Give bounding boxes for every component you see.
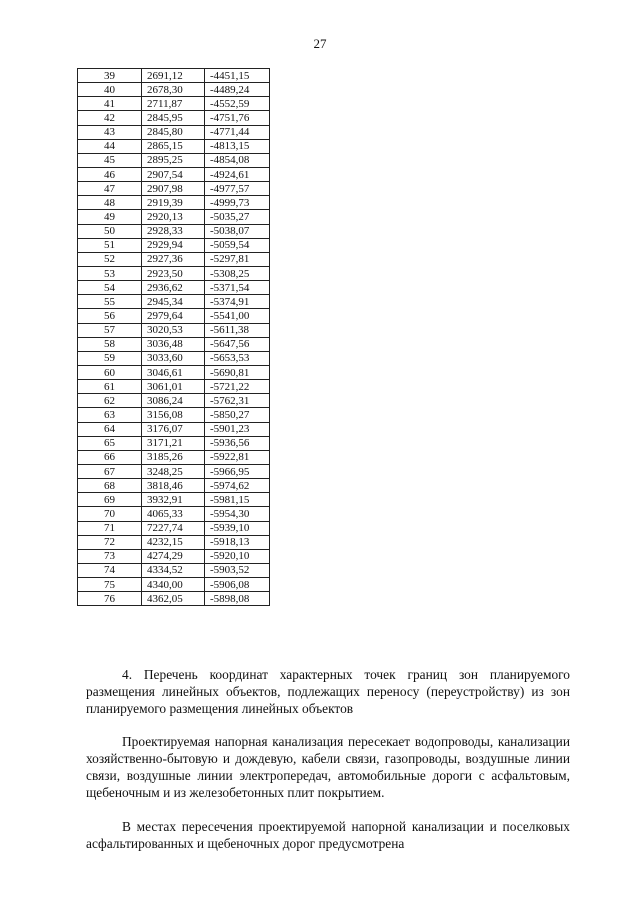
table-row (78, 252, 270, 266)
point-number-cell: 53 (78, 266, 142, 280)
point-number-cell: 57 (78, 323, 142, 337)
point-number-cell: 43 (78, 125, 142, 139)
table-row (78, 493, 270, 507)
y-coordinate-cell: -4751,76 (205, 111, 270, 125)
table-row (78, 563, 270, 577)
table-row (78, 578, 270, 592)
table-row (78, 422, 270, 436)
point-number-cell: 44 (78, 139, 142, 153)
y-coordinate-cell: -5903,52 (205, 563, 270, 577)
point-number-cell: 54 (78, 281, 142, 295)
table-row (78, 351, 270, 365)
y-coordinate-cell: -5918,13 (205, 535, 270, 549)
point-number-cell: 67 (78, 464, 142, 478)
paragraph-crossings-text: Проектируемая напорная канализация пересекает водопроводы, канализации хозяйственно-бытовую и дождевую, кабели связи, газопроводы, воздушные линии связи, воздушные линии электропередач, автомобильные дороги с асфальтовым, щебеночным и из железобетонных плит покрытием. (86, 734, 570, 800)
y-coordinate-cell: -4999,73 (205, 196, 270, 210)
point-number-cell: 42 (78, 111, 142, 125)
point-number-cell: 55 (78, 295, 142, 309)
y-coordinate-cell: -4451,15 (205, 69, 270, 83)
x-coordinate-cell: 7227,74 (142, 521, 205, 535)
point-number-cell: 41 (78, 97, 142, 111)
coordinates-table (77, 68, 270, 606)
table-row (78, 535, 270, 549)
x-coordinate-cell: 3171,21 (142, 436, 205, 450)
point-number-cell: 74 (78, 563, 142, 577)
x-coordinate-cell: 4334,52 (142, 563, 205, 577)
y-coordinate-cell: -4771,44 (205, 125, 270, 139)
x-coordinate-cell: 3046,61 (142, 365, 205, 379)
y-coordinate-cell: -5059,54 (205, 238, 270, 252)
point-number-cell: 59 (78, 351, 142, 365)
x-coordinate-cell: 2865,15 (142, 139, 205, 153)
y-coordinate-cell: -4552,59 (205, 97, 270, 111)
point-number-cell: 45 (78, 153, 142, 167)
x-coordinate-cell: 3185,26 (142, 450, 205, 464)
y-coordinate-cell: -5974,62 (205, 479, 270, 493)
y-coordinate-cell: -5966,95 (205, 464, 270, 478)
x-coordinate-cell: 3033,60 (142, 351, 205, 365)
x-coordinate-cell: 2920,13 (142, 210, 205, 224)
point-number-cell: 66 (78, 450, 142, 464)
table-row (78, 365, 270, 379)
table-row (78, 549, 270, 563)
y-coordinate-cell: -5901,23 (205, 422, 270, 436)
table-row (78, 266, 270, 280)
point-number-cell: 71 (78, 521, 142, 535)
x-coordinate-cell: 2845,80 (142, 125, 205, 139)
x-coordinate-cell: 4274,29 (142, 549, 205, 563)
point-number-cell: 72 (78, 535, 142, 549)
x-coordinate-cell: 2691,12 (142, 69, 205, 83)
x-coordinate-cell: 2895,25 (142, 153, 205, 167)
table-row (78, 592, 270, 606)
y-coordinate-cell: -5906,08 (205, 578, 270, 592)
x-coordinate-cell: 2678,30 (142, 83, 205, 97)
y-coordinate-cell: -5647,56 (205, 337, 270, 351)
table-row (78, 450, 270, 464)
paragraph-road-crossings-text: В местах пересечения проектируемой напорной канализации и поселковых асфальтированных и щебеночных дорог предусмотрена (86, 819, 570, 851)
y-coordinate-cell: -5038,07 (205, 224, 270, 238)
point-number-cell: 69 (78, 493, 142, 507)
y-coordinate-cell: -5690,81 (205, 365, 270, 379)
x-coordinate-cell: 3020,53 (142, 323, 205, 337)
page-number: 27 (313, 36, 327, 51)
point-number-cell: 62 (78, 394, 142, 408)
y-coordinate-cell: -5308,25 (205, 266, 270, 280)
y-coordinate-cell: -5541,00 (205, 309, 270, 323)
y-coordinate-cell: -5939,10 (205, 521, 270, 535)
x-coordinate-cell: 2945,34 (142, 295, 205, 309)
section-heading-text: 4. Перечень координат характерных точек границ зон планируемого размещения линейных объектов, подлежащих переносу (переустройству) из зон планируемого размещения линейных объектов (86, 667, 570, 716)
y-coordinate-cell: -5920,10 (205, 549, 270, 563)
x-coordinate-cell: 2907,54 (142, 167, 205, 181)
x-coordinate-cell: 3818,46 (142, 479, 205, 493)
table-row (78, 182, 270, 196)
point-number-cell: 47 (78, 182, 142, 196)
table-row (78, 97, 270, 111)
point-number-cell: 56 (78, 309, 142, 323)
point-number-cell: 58 (78, 337, 142, 351)
section-heading (86, 666, 570, 717)
x-coordinate-cell: 4340,00 (142, 578, 205, 592)
table-row (78, 479, 270, 493)
point-number-cell: 48 (78, 196, 142, 210)
x-coordinate-cell: 2928,33 (142, 224, 205, 238)
x-coordinate-cell: 3036,48 (142, 337, 205, 351)
x-coordinate-cell: 2919,39 (142, 196, 205, 210)
point-number-cell: 49 (78, 210, 142, 224)
point-number-cell: 68 (78, 479, 142, 493)
y-coordinate-cell: -5898,08 (205, 592, 270, 606)
y-coordinate-cell: -5374,91 (205, 295, 270, 309)
point-number-cell: 39 (78, 69, 142, 83)
y-coordinate-cell: -5850,27 (205, 408, 270, 422)
x-coordinate-cell: 3176,07 (142, 422, 205, 436)
paragraph-road-crossings (86, 818, 570, 852)
table-row (78, 323, 270, 337)
y-coordinate-cell: -4854,08 (205, 153, 270, 167)
x-coordinate-cell: 2711,87 (142, 97, 205, 111)
y-coordinate-cell: -5611,38 (205, 323, 270, 337)
point-number-cell: 61 (78, 380, 142, 394)
x-coordinate-cell: 3248,25 (142, 464, 205, 478)
x-coordinate-cell: 2927,36 (142, 252, 205, 266)
point-number-cell: 75 (78, 578, 142, 592)
y-coordinate-cell: -4813,15 (205, 139, 270, 153)
table-row (78, 337, 270, 351)
x-coordinate-cell: 4232,15 (142, 535, 205, 549)
x-coordinate-cell: 2923,50 (142, 266, 205, 280)
table-row (78, 394, 270, 408)
table-row (78, 111, 270, 125)
x-coordinate-cell: 2907,98 (142, 182, 205, 196)
y-coordinate-cell: -5653,53 (205, 351, 270, 365)
point-number-cell: 52 (78, 252, 142, 266)
point-number-cell: 63 (78, 408, 142, 422)
table-row (78, 125, 270, 139)
x-coordinate-cell: 3061,01 (142, 380, 205, 394)
x-coordinate-cell: 3086,24 (142, 394, 205, 408)
point-number-cell: 73 (78, 549, 142, 563)
table-row (78, 196, 270, 210)
y-coordinate-cell: -4977,57 (205, 182, 270, 196)
x-coordinate-cell: 3156,08 (142, 408, 205, 422)
table-row (78, 521, 270, 535)
x-coordinate-cell: 4065,33 (142, 507, 205, 521)
paragraph-crossings (86, 733, 570, 801)
x-coordinate-cell: 4362,05 (142, 592, 205, 606)
y-coordinate-cell: -5922,81 (205, 450, 270, 464)
table-row (78, 69, 270, 83)
y-coordinate-cell: -5035,27 (205, 210, 270, 224)
table-row (78, 224, 270, 238)
point-number-cell: 64 (78, 422, 142, 436)
table-row (78, 380, 270, 394)
x-coordinate-cell: 2929,94 (142, 238, 205, 252)
table-row (78, 309, 270, 323)
point-number-cell: 60 (78, 365, 142, 379)
table-row (78, 238, 270, 252)
table-row (78, 281, 270, 295)
point-number-cell: 76 (78, 592, 142, 606)
point-number-cell: 65 (78, 436, 142, 450)
table-row (78, 295, 270, 309)
y-coordinate-cell: -5954,30 (205, 507, 270, 521)
x-coordinate-cell: 3932,91 (142, 493, 205, 507)
table-row (78, 153, 270, 167)
table-row (78, 408, 270, 422)
table-row (78, 507, 270, 521)
table-row (78, 210, 270, 224)
table-row (78, 436, 270, 450)
table-row (78, 167, 270, 181)
table-row (78, 464, 270, 478)
y-coordinate-cell: -4924,61 (205, 167, 270, 181)
point-number-cell: 46 (78, 167, 142, 181)
x-coordinate-cell: 2936,62 (142, 281, 205, 295)
y-coordinate-cell: -5936,56 (205, 436, 270, 450)
x-coordinate-cell: 2845,95 (142, 111, 205, 125)
point-number-cell: 40 (78, 83, 142, 97)
y-coordinate-cell: -5981,15 (205, 493, 270, 507)
y-coordinate-cell: -5721,22 (205, 380, 270, 394)
point-number-cell: 50 (78, 224, 142, 238)
y-coordinate-cell: -5762,31 (205, 394, 270, 408)
table-row (78, 139, 270, 153)
y-coordinate-cell: -4489,24 (205, 83, 270, 97)
x-coordinate-cell: 2979,64 (142, 309, 205, 323)
y-coordinate-cell: -5297,81 (205, 252, 270, 266)
y-coordinate-cell: -5371,54 (205, 281, 270, 295)
table-row (78, 83, 270, 97)
coordinates-table-body (78, 69, 270, 606)
point-number-cell: 70 (78, 507, 142, 521)
point-number-cell: 51 (78, 238, 142, 252)
